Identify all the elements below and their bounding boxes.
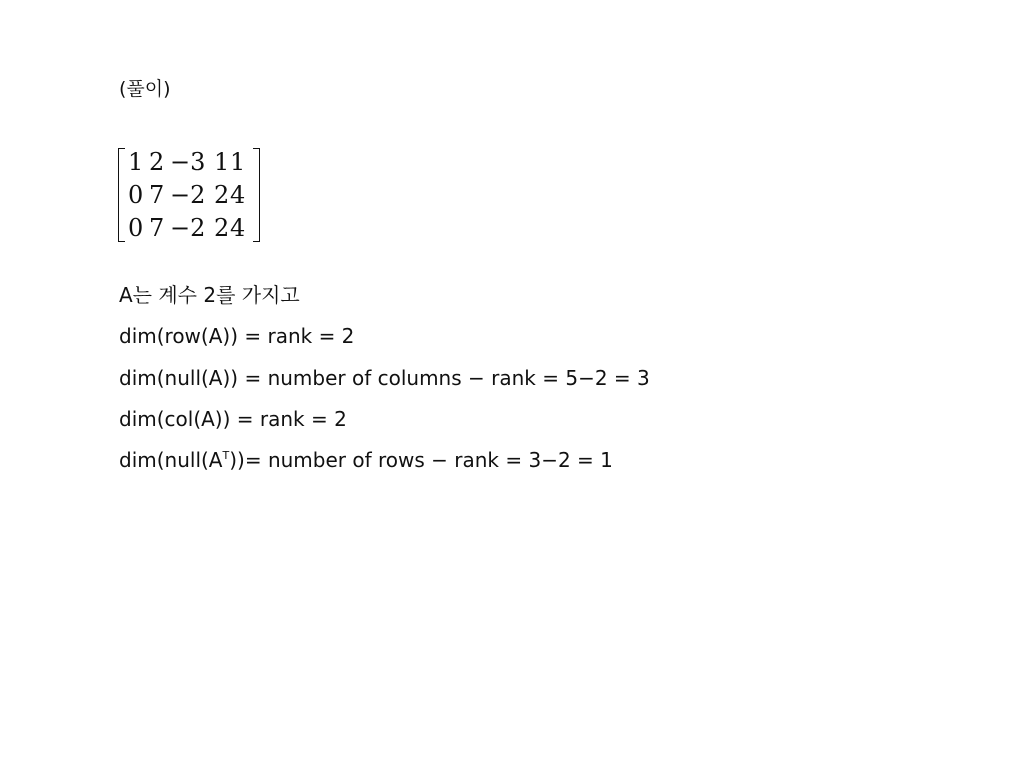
matrix-cell: 1 <box>128 148 144 176</box>
matrix-row-1 <box>128 146 246 179</box>
left-null-suffix: ))= number of rows − rank = 3−2 = 1 <box>229 448 613 473</box>
matrix-cell: 0 <box>128 181 144 209</box>
null-space-dimension: dim(null(A)) = number of columns − rank = 5−2 = 3 <box>119 365 650 390</box>
matrix-A <box>118 146 260 244</box>
matrix-cell: 7 <box>149 181 165 209</box>
rank-statement: A는 계수 2를 가지고 <box>119 283 300 307</box>
matrix-cell: 1 <box>214 148 230 176</box>
matrix-left-bracket <box>118 148 125 242</box>
matrix-cell: −2 <box>170 214 206 242</box>
matrix-cell: 4 <box>230 181 246 209</box>
left-null-prefix: dim(null(A <box>119 448 223 473</box>
matrix-row-3 <box>128 212 246 245</box>
matrix-cell: 0 <box>128 214 144 242</box>
transpose-superscript: T <box>222 449 230 463</box>
solution-statements <box>119 281 650 487</box>
matrix-row-2 <box>128 179 246 212</box>
solution-heading: (풀이) <box>119 78 171 100</box>
matrix-cell: 2 <box>214 181 230 209</box>
matrix-rows <box>128 146 246 245</box>
column-space-dimension: dim(col(A)) = rank = 2 <box>119 406 347 431</box>
matrix-cell: −3 <box>170 148 206 176</box>
matrix-cell: 1 <box>230 148 246 176</box>
matrix-cell: −2 <box>170 181 206 209</box>
matrix-cell: 4 <box>230 214 246 242</box>
left-null-space-dimension <box>119 446 650 487</box>
matrix-cell: 7 <box>149 214 165 242</box>
matrix-cell: 2 <box>149 148 165 176</box>
matrix-right-bracket <box>253 148 260 242</box>
matrix-cell: 2 <box>214 214 230 242</box>
row-space-dimension: dim(row(A)) = rank = 2 <box>119 324 355 349</box>
